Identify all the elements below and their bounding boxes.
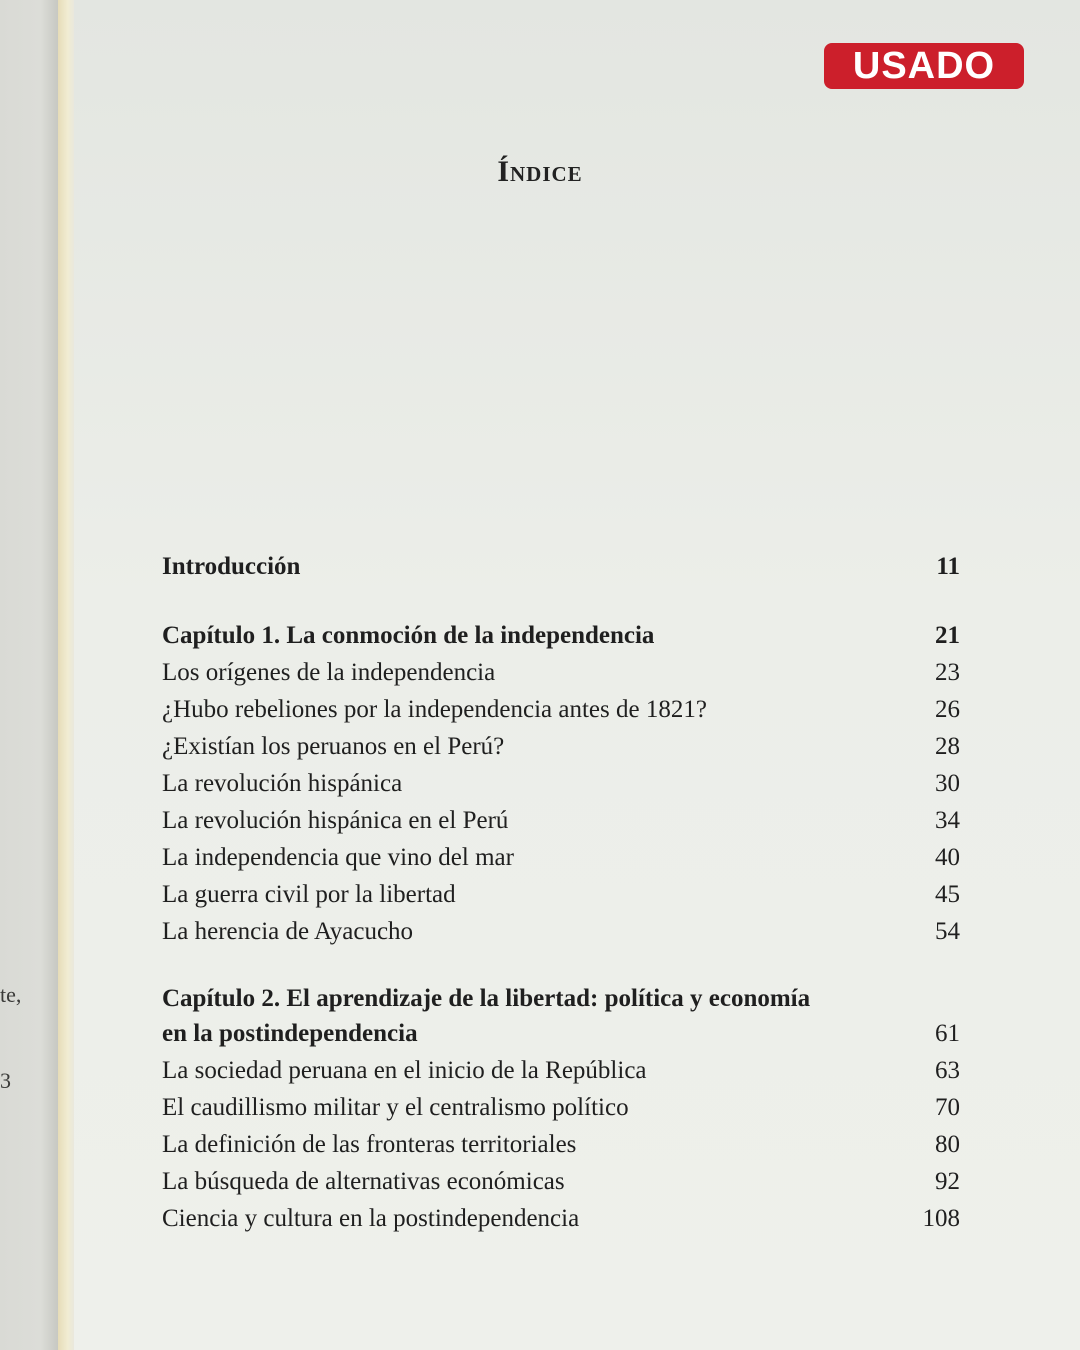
toc-entry[interactable] xyxy=(162,1052,960,1089)
toc-entry-title: ¿Hubo rebeliones por la independencia antes de 1821? xyxy=(162,696,707,723)
toc-entry[interactable] xyxy=(162,1089,960,1126)
toc-entry-page: 34 xyxy=(935,807,960,834)
toc-entry-page: 54 xyxy=(935,918,960,945)
toc-chapter-title: Capítulo 1. La conmoción de la independencia xyxy=(162,622,655,649)
book-spine xyxy=(58,0,74,1350)
left-page-fragment: 3 xyxy=(0,1068,11,1093)
toc-entry[interactable] xyxy=(162,1163,960,1200)
toc-entry-title: La definición de las fronteras territoriales xyxy=(162,1131,577,1158)
toc-entry-page: 40 xyxy=(935,844,960,871)
toc-entry[interactable] xyxy=(162,1200,960,1237)
toc-entry-page: 26 xyxy=(935,696,960,723)
toc-entry[interactable] xyxy=(162,802,960,839)
toc-entry-title: ¿Existían los peruanos en el Perú? xyxy=(162,733,505,760)
toc-entry-title: La independencia que vino del mar xyxy=(162,844,514,871)
toc-entry-page: 23 xyxy=(935,659,960,686)
page-title: Índice xyxy=(497,155,583,188)
toc-chapter-title-cont: en la postindependencia xyxy=(162,1020,418,1047)
toc-entry[interactable] xyxy=(162,654,960,691)
toc-entry-title: La revolución hispánica xyxy=(162,770,403,797)
toc-entry[interactable] xyxy=(162,839,960,876)
toc-entry-title: El caudillismo militar y el centralismo político xyxy=(162,1094,629,1121)
toc-entry-title: Ciencia y cultura en la postindependencia xyxy=(162,1205,580,1232)
toc-chapter-title: Capítulo 2. El aprendizaje de la libertad: política y economía xyxy=(162,985,811,1012)
toc-entry-page: 21 xyxy=(935,622,960,649)
toc-entry-page: 11 xyxy=(936,553,960,580)
toc-entry-title: La búsqueda de alternativas económicas xyxy=(162,1168,565,1195)
toc-chapter-2[interactable] xyxy=(162,982,960,1052)
toc-entry-title: Introducción xyxy=(162,553,301,580)
toc-entry[interactable] xyxy=(162,691,960,728)
toc-entry-title: La revolución hispánica en el Perú xyxy=(162,807,509,834)
table-of-contents xyxy=(162,548,960,1237)
used-badge: USADO xyxy=(824,43,1024,89)
toc-chapter-1[interactable] xyxy=(162,617,960,654)
toc-entry[interactable] xyxy=(162,765,960,802)
toc-entry[interactable] xyxy=(162,1126,960,1163)
toc-entry-title: La guerra civil por la libertad xyxy=(162,881,456,908)
toc-entry-page: 61 xyxy=(935,1020,960,1047)
toc-entry[interactable] xyxy=(162,876,960,913)
toc-entry-page: 28 xyxy=(935,733,960,760)
toc-entry-page: 63 xyxy=(935,1057,960,1084)
toc-entry-page: 30 xyxy=(935,770,960,797)
toc-entry[interactable] xyxy=(162,728,960,765)
toc-entry-introduction[interactable] xyxy=(162,548,960,585)
toc-entry[interactable] xyxy=(162,913,960,950)
toc-entry-page: 45 xyxy=(935,881,960,908)
toc-entry-page: 80 xyxy=(935,1131,960,1158)
toc-entry-title: Los orígenes de la independencia xyxy=(162,659,496,686)
toc-entry-title: La herencia de Ayacucho xyxy=(162,918,414,945)
left-page-fragment: te, xyxy=(0,982,22,1007)
toc-entry-page: 92 xyxy=(935,1168,960,1195)
toc-entry-title: La sociedad peruana en el inicio de la República xyxy=(162,1057,647,1084)
left-page-edge xyxy=(0,0,58,1350)
toc-entry-page: 70 xyxy=(935,1094,960,1121)
toc-entry-page: 108 xyxy=(922,1205,960,1232)
